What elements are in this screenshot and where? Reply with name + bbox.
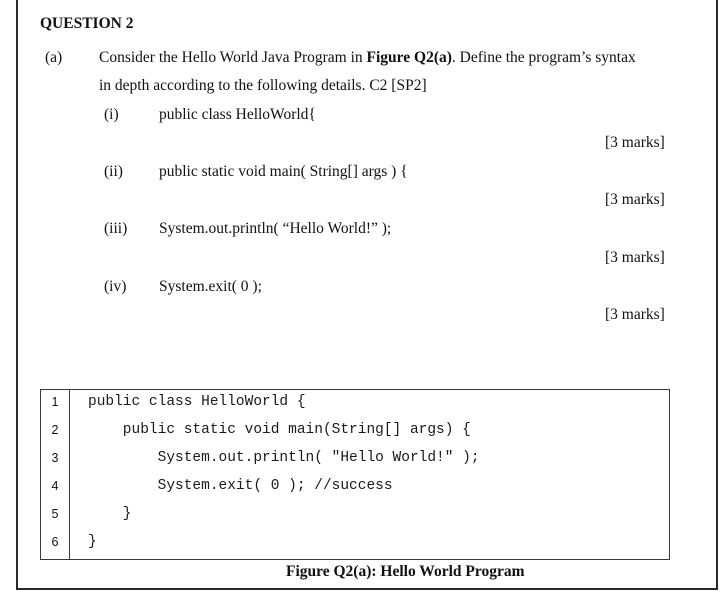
item-text: System.exit( 0 ); [159, 278, 262, 295]
item-label: (iii) [104, 220, 128, 237]
figure-reference: Figure Q2(a) [366, 49, 452, 66]
item-label: (iv) [104, 278, 127, 295]
code-line: } [88, 534, 97, 550]
item-text: public static void main( String[] args ) { [159, 163, 408, 180]
intro-text-before: Consider the Hello World Java Program in [99, 49, 367, 66]
item-label: (i) [104, 106, 119, 123]
line-number: 5 [51, 507, 59, 521]
figure-caption: Figure Q2(a): Hello World Program [286, 563, 525, 580]
line-number: 6 [51, 535, 59, 549]
item-marks: [3 marks] [605, 134, 665, 151]
code-line: System.exit( 0 ); //success [88, 478, 393, 494]
line-number: 1 [51, 395, 59, 409]
item-text: System.out.println( “Hello World!” ); [159, 220, 392, 237]
item-label: (ii) [104, 163, 123, 180]
question-intro-line2: in depth according to the following details. C2 [SP2] [99, 77, 427, 94]
part-label: (a) [45, 49, 63, 66]
line-number: 2 [51, 423, 59, 437]
code-line: public static void main(String[] args) { [88, 422, 471, 438]
code-figure [40, 389, 670, 560]
item-marks: [3 marks] [605, 249, 665, 266]
code-line: } [88, 506, 132, 522]
line-number: 4 [51, 479, 59, 493]
question-heading: QUESTION 2 [40, 15, 134, 32]
intro-text-after: . Define the program’s syntax [451, 49, 636, 66]
line-number-column [41, 390, 70, 559]
item-marks: [3 marks] [605, 306, 665, 323]
code-line: public class HelloWorld { [88, 394, 306, 410]
item-text: public class HelloWorld{ [159, 106, 316, 123]
line-number: 3 [51, 451, 59, 465]
item-marks: [3 marks] [605, 191, 665, 208]
code-line: System.out.println( "Hello World!" ); [88, 450, 480, 466]
question-intro-line1 [99, 48, 636, 68]
